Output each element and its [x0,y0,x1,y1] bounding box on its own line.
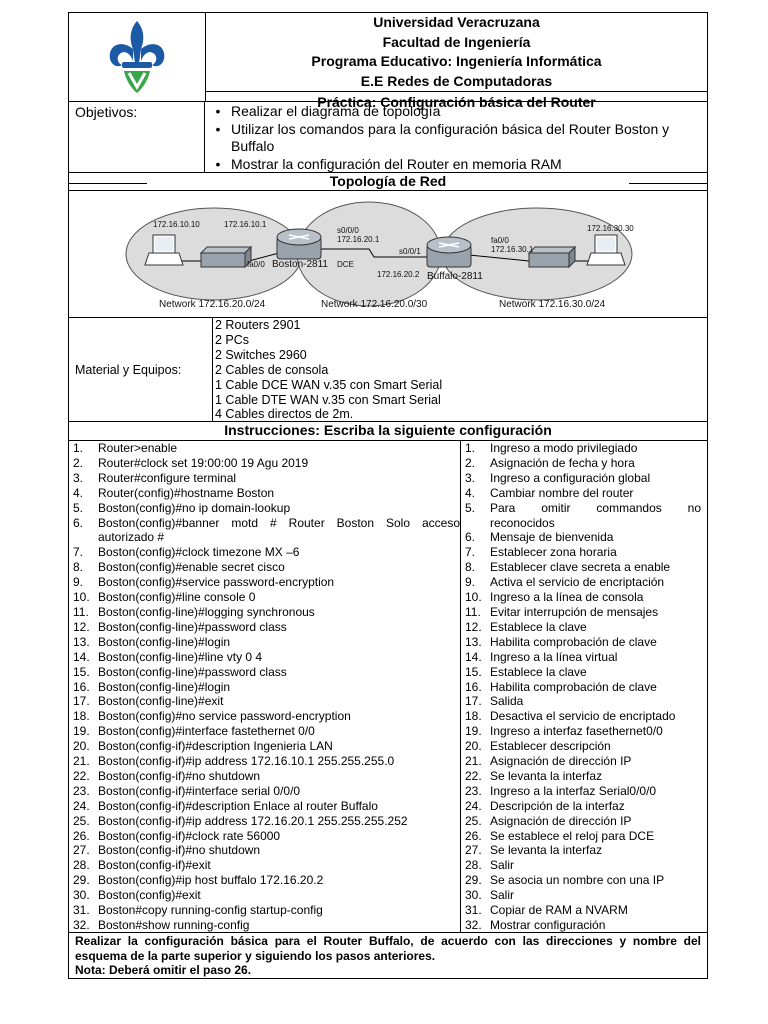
bullet-icon: • [215,120,221,137]
command-number: 8. [73,560,84,575]
buffalo-serial-ip: 172.16.20.2 [377,270,420,279]
command-item [73,650,460,665]
command-text: Boston(config-line)#login [98,679,231,694]
command-item [73,441,460,456]
description-text: Desactiva el servicio de encriptado [490,709,676,724]
description-number: 4. [465,485,476,500]
description-number: 20. [465,739,482,754]
command-number: 7. [73,545,84,560]
command-text: Boston(config)#exit [98,888,201,903]
description-text: Habilita comprobación de clave [490,679,657,694]
network-diagram [69,191,707,317]
header-row [68,12,708,110]
description-item [465,754,701,769]
command-item [73,545,460,560]
ip-boston-fa: 172.16.10.1 [224,220,267,229]
command-item [73,516,460,546]
description-item [465,590,701,605]
router-buffalo-icon [427,237,471,267]
command-number: 12. [73,619,90,634]
description-number: 31. [465,903,482,918]
description-number: 2. [465,455,476,470]
description-text: Mensaje de bienvenida [490,530,614,545]
command-text: Boston(config)#clock timezone MX –6 [98,545,300,560]
description-text: Ingreso a la línea de consola [490,590,644,605]
boston-serial-ip: 172.16.20.1 [337,235,380,244]
description-text: Cambiar nombre del router [490,485,634,500]
buffalo-fa-ip: 172.16.30.1 [491,245,534,254]
command-number: 17. [73,694,90,709]
command-number: 28. [73,858,90,873]
description-item [465,724,701,739]
description-item [465,769,701,784]
command-text: Boston(config-line)#login [98,634,231,649]
command-item [73,501,460,516]
command-text: Boston(config)#enable secret cisco [98,560,285,575]
command-text: Boston(config-if)#clock rate 56000 [98,828,281,843]
command-text: Boston(config)#banner motd # Router Boston Solo acceso autorizado # [98,515,460,545]
description-item [465,814,701,829]
command-item [73,560,460,575]
description-number: 1. [465,441,476,455]
instructions-title: Instrucciones: Escriba la siguiente configuración [224,422,552,438]
fleur-de-lis-logo-icon [102,19,172,95]
topology-title: Topología de Red [329,173,447,189]
command-text: Boston(config)#no ip domain-lookup [98,500,291,515]
material-item: 4 Cables directos de 2m. [215,407,354,422]
command-text: Boston(config)#ip host buffalo 172.16.20.2 [98,873,324,888]
description-text: Activa el servicio de encriptación [490,575,665,590]
description-number: 10. [465,590,482,605]
command-text: Boston(config)#line console 0 [98,590,256,605]
command-item [73,471,460,486]
description-item [465,739,701,754]
command-number: 3. [73,470,84,485]
command-number: 5. [73,500,84,515]
description-text: Asignación de dirección IP [490,813,632,828]
description-number: 12. [465,619,482,634]
description-item [465,605,701,620]
institution-title [206,13,707,91]
description-number: 6. [465,530,476,545]
topology-section [68,173,708,318]
command-text: Boston(config-line)#password class [98,619,287,634]
footer-nota: Nota: Deberá omitir el paso 26. [75,963,252,977]
description-number: 30. [465,888,482,903]
command-number: 9. [73,575,84,590]
description-text: Descripción de la interfaz [490,798,625,813]
command-item [73,888,460,903]
description-number: 9. [465,575,476,590]
switch-left-icon [201,247,251,267]
description-text: Establecer descripción [490,739,611,754]
material-item: 2 Routers 2901 [215,318,301,332]
description-text: Salida [490,694,524,709]
description-item [465,501,701,531]
command-text: Boston(config)#interface fastethernet 0/0 [98,724,315,739]
network-label-right: Network 172.16.30.0/24 [499,299,606,310]
command-number: 19. [73,724,90,739]
description-item [465,680,701,695]
material-item: 2 PCs [215,332,250,347]
command-number: 25. [73,813,90,828]
description-item [465,635,701,650]
command-text: Boston(config-line)#logging synchronous [98,604,315,619]
command-item [73,814,460,829]
command-number: 22. [73,768,90,783]
boston-fa-port: fa0/0 [247,260,265,269]
description-number: 24. [465,798,482,813]
boston-router-name: Boston-2811 [272,259,328,270]
title-rule [629,183,707,184]
command-number: 11. [73,604,89,619]
description-text: Salir [490,888,515,903]
command-number: 24. [73,798,90,813]
description-item [465,843,701,858]
description-text: Asignación de fecha y hora [490,455,635,470]
objective-item [205,156,703,174]
command-item [73,694,460,709]
command-item [73,620,460,635]
command-number: 21. [73,754,90,769]
practice-title: Práctica: Configuración básica del Router [206,91,707,113]
faculty-name: Facultad de Ingeniería [382,33,531,50]
command-item [73,903,460,918]
instructions-section [68,422,708,933]
topology-title-bar [69,173,707,190]
command-text: Boston(config)#no service password-encryption [98,709,351,724]
description-item [465,456,701,471]
description-number: 15. [465,664,482,679]
footer-instruction: Realizar la configuración básica para el Router Buffalo, de acuerdo con las direcciones y nombre del esquema de la parte superior y siguiendo los pasos anteriores. [75,934,701,963]
command-text: Boston(config)#service password-encryption [98,575,335,590]
practice-sheet [68,12,708,979]
description-item [465,799,701,814]
description-text: Asignación de dirección IP [490,754,632,769]
command-number: 26. [73,828,90,843]
title-rule [69,183,147,184]
description-item [465,560,701,575]
description-number: 11. [465,604,481,619]
description-text: Establece la clave [490,619,587,634]
command-item [73,829,460,844]
command-text: Boston(config-line)#exit [98,694,224,709]
objective-text: Realizar el diagrama de topología [231,103,441,119]
material-list [213,318,707,421]
command-item [73,799,460,814]
commands-column [69,441,461,932]
course-name: E.E Redes de Computadoras [360,72,553,89]
command-number: 4. [73,485,84,500]
description-item [465,620,701,635]
description-number: 8. [465,560,476,575]
command-text: Boston(config-line)#password class [98,664,287,679]
command-number: 13. [73,634,90,649]
command-text: Boston#show running-config [98,918,250,932]
description-text: Ingreso a modo privilegiado [490,441,638,455]
command-number: 32. [73,918,90,932]
buffalo-fa-port: fa0/0 [491,236,509,245]
objective-text: Mostrar la configuración del Router en memoria RAM [231,155,562,172]
description-text: Ingreso a configuración global [490,470,651,485]
description-number: 5. [465,500,476,515]
command-item [73,590,460,605]
command-text: Router>enable [98,441,178,455]
description-number: 3. [465,470,476,485]
description-text: Establecer clave secreta a enable [490,560,671,575]
description-item [465,873,701,888]
description-number: 27. [465,843,482,858]
ip-pc-right: 172.16.30.30 [587,224,634,233]
description-item [465,829,701,844]
description-item [465,575,701,590]
description-number: 26. [465,828,482,843]
description-text: Establecer zona horaria [490,545,617,560]
description-text: Ingreso a interfaz fasethernet0/0 [490,724,663,739]
command-text: Boston#copy running-config startup-config [98,903,323,918]
command-item [73,769,460,784]
command-text: Boston(config-if)#ip address 172.16.10.1 255.255.255.0 [98,754,395,769]
description-number: 28. [465,858,482,873]
dce-label: DCE [337,260,354,269]
command-number: 6. [73,515,84,530]
command-item [73,754,460,769]
router-boston-icon [277,229,321,259]
description-item [465,471,701,486]
command-text: Boston(config-if)#no shutdown [98,843,261,858]
description-number: 18. [465,709,482,724]
description-text: Salir [490,858,515,873]
material-item: 2 Cables de consola [215,362,329,377]
instructions-table [69,440,707,932]
description-item [465,545,701,560]
command-item [73,665,460,680]
descriptions-column [461,441,707,932]
description-number: 16. [465,679,482,694]
command-item [73,724,460,739]
command-text: Router(config)#hostname Boston [98,485,275,500]
buffalo-router-name: Buffalo-2811 [427,271,483,282]
description-text: Habilita comprobación de clave [490,634,657,649]
command-text: Boston(config-if)#interface serial 0/0/0 [98,783,301,798]
command-number: 31. [73,903,90,918]
description-item [465,918,701,933]
description-number: 23. [465,783,482,798]
description-item [465,694,701,709]
objectives-row [68,102,708,173]
command-text: Router#configure terminal [98,470,237,485]
description-number: 25. [465,813,482,828]
command-item [73,858,460,873]
description-number: 17. [465,694,482,709]
description-text: Se asocia un nombre con una IP [490,873,665,888]
command-number: 29. [73,873,90,888]
command-text: Boston(config-if)#exit [98,858,211,873]
description-item [465,665,701,680]
program-name: Programa Educativo: Ingeniería Informática [311,53,602,69]
objective-item [205,103,703,121]
command-item [73,680,460,695]
command-number: 1. [73,441,84,455]
command-item [73,918,460,933]
material-row [68,318,708,422]
objectives-list [205,102,707,172]
command-text: Boston(config-if)#description Enlace al router Buffalo [98,798,378,813]
description-item [465,888,701,903]
command-number: 30. [73,888,90,903]
command-item [73,784,460,799]
switch-right-icon [529,247,575,267]
command-text: Boston(config-line)#line vty 0 4 [98,649,263,664]
description-item [465,858,701,873]
footer-note [68,933,708,979]
command-number: 15. [73,664,90,679]
description-number: 14. [465,649,482,664]
description-text: Evitar interrupción de mensajes [490,604,659,619]
description-text: Mostrar configuración [490,918,606,932]
description-item [465,530,701,545]
description-item [465,709,701,724]
title-cell [206,13,707,110]
command-item [73,739,460,754]
description-text: Ingreso a la línea virtual [490,649,618,664]
description-number: 7. [465,545,476,560]
command-number: 27. [73,843,90,858]
command-text: Boston(config-if)#description Ingenieria LAN [98,739,333,754]
description-item [465,784,701,799]
description-text: Ingreso a la interfaz Serial0/0/0 [490,783,657,798]
description-item [465,486,701,501]
command-item [73,486,460,501]
command-text: Boston(config-if)#ip address 172.16.20.1 255.255.255.252 [98,813,408,828]
description-text: Para omitir commandos no reconocidos [490,500,701,530]
command-number: 20. [73,739,90,754]
command-item [73,635,460,650]
description-number: 32. [465,918,482,932]
description-text: Se establece el reloj para DCE [490,828,655,843]
network-label-middle: Network 172.16.20.0/30 [321,299,428,310]
command-number: 23. [73,783,90,798]
description-item [465,650,701,665]
command-number: 2. [73,455,84,470]
boston-serial-port: s0/0/0 [337,226,359,235]
buffalo-serial-port: s0/0/1 [399,247,421,256]
command-item [73,843,460,858]
description-number: 21. [465,754,482,769]
material-item: 1 Cable DTE WAN v.35 con Smart Serial [215,392,441,407]
command-number: 10. [73,590,90,605]
bullet-icon: • [215,103,221,119]
command-number: 18. [73,709,90,724]
objectives-label: Objetivos: [69,102,205,172]
university-name: Universidad Veracruzana [373,14,540,30]
command-item [73,575,460,590]
command-item [73,709,460,724]
description-number: 19. [465,724,482,739]
command-item [73,605,460,620]
command-text: Boston(config-if)#no shutdown [98,768,261,783]
description-text: Se levanta la interfaz [490,843,603,858]
command-number: 16. [73,679,90,694]
topology-diagram [69,190,707,317]
objective-item [205,121,703,156]
description-item [465,441,701,456]
description-number: 29. [465,873,482,888]
material-item: 1 Cable DCE WAN v.35 con Smart Serial [215,377,443,392]
command-text: Router#clock set 19:00:00 19 Agu 2019 [98,455,309,470]
university-logo [69,13,206,101]
command-item [73,873,460,888]
description-number: 22. [465,768,482,783]
description-text: Establece la clave [490,664,587,679]
description-item [465,903,701,918]
description-text: Copiar de RAM a NVARM [490,903,628,918]
material-item: 2 Switches 2960 [215,347,307,362]
command-number: 14. [73,649,90,664]
material-label: Material y Equipos: [69,318,213,421]
network-label-left: Network 172.16.20.0/24 [159,299,266,310]
command-item [73,456,460,471]
description-number: 13. [465,634,482,649]
ip-pc-left: 172.16.10.10 [153,220,200,229]
objective-text: Utilizar los comandos para la configuración básica del Router Boston y Buffalo [231,120,670,154]
bullet-icon: • [215,155,221,172]
description-text: Se levanta la interfaz [490,768,603,783]
